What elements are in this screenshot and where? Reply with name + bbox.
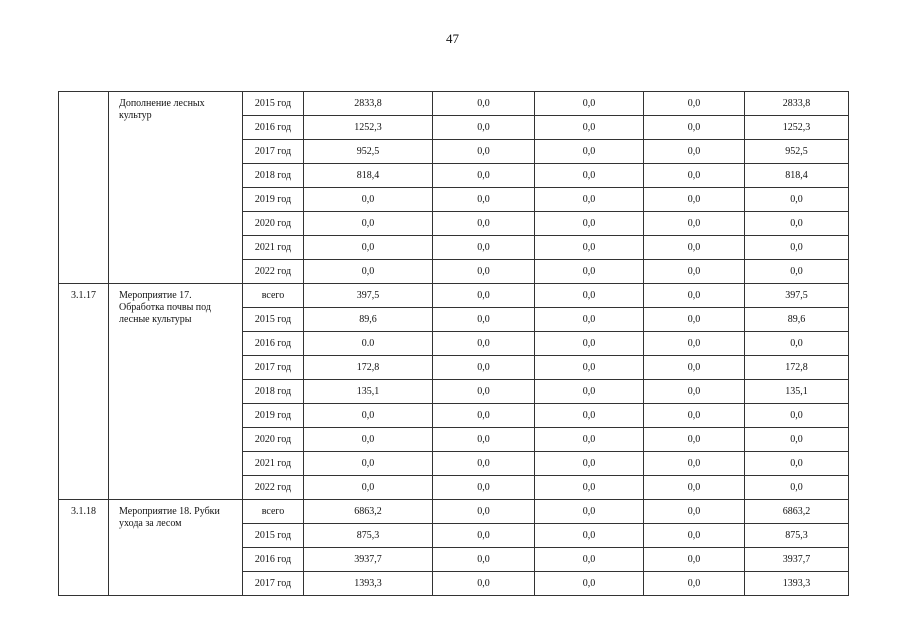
value-cell: 0,0: [644, 332, 745, 356]
value-cell: 0,0: [433, 260, 535, 284]
value-sum-cell: 397,5: [745, 284, 849, 308]
value-cell: 0,0: [535, 236, 644, 260]
period-cell: 2018 год: [243, 380, 304, 404]
value-cell: 0,0: [644, 452, 745, 476]
value-sum-cell: 1393,3: [745, 572, 849, 596]
value-cell: 0,0: [535, 140, 644, 164]
period-cell: 2019 год: [243, 404, 304, 428]
value-cell: 0,0: [644, 236, 745, 260]
value-cell: 0,0: [433, 212, 535, 236]
value-total-cell: 1252,3: [304, 116, 433, 140]
value-cell: 0,0: [644, 212, 745, 236]
value-cell: 0,0: [535, 284, 644, 308]
period-cell: всего: [243, 500, 304, 524]
value-cell: 0,0: [644, 356, 745, 380]
value-cell: 0,0: [433, 428, 535, 452]
value-cell: 0,0: [433, 188, 535, 212]
value-total-cell: 3937,7: [304, 548, 433, 572]
value-cell: 0,0: [535, 476, 644, 500]
value-cell: 0,0: [433, 572, 535, 596]
value-cell: 0,0: [433, 452, 535, 476]
section-code: [59, 92, 109, 284]
value-cell: 0,0: [644, 284, 745, 308]
value-cell: 0,0: [535, 428, 644, 452]
period-cell: 2015 год: [243, 524, 304, 548]
value-cell: 0,0: [644, 380, 745, 404]
value-cell: 0,0: [535, 212, 644, 236]
value-cell: 0,0: [535, 524, 644, 548]
value-cell: 0,0: [535, 92, 644, 116]
value-total-cell: 397,5: [304, 284, 433, 308]
value-cell: 0,0: [644, 572, 745, 596]
value-cell: 0,0: [433, 380, 535, 404]
value-sum-cell: 0,0: [745, 452, 849, 476]
value-sum-cell: 0,0: [745, 236, 849, 260]
value-cell: 0,0: [535, 500, 644, 524]
table-body: [59, 92, 849, 596]
value-total-cell: 0.0: [304, 332, 433, 356]
value-cell: 0,0: [535, 164, 644, 188]
value-cell: 0,0: [535, 332, 644, 356]
value-sum-cell: 172,8: [745, 356, 849, 380]
value-cell: 0,0: [433, 308, 535, 332]
value-total-cell: 135,1: [304, 380, 433, 404]
value-cell: 0,0: [644, 164, 745, 188]
value-cell: 0,0: [644, 116, 745, 140]
value-cell: 0,0: [535, 188, 644, 212]
value-sum-cell: 0,0: [745, 428, 849, 452]
value-sum-cell: 0,0: [745, 476, 849, 500]
period-cell: 2015 год: [243, 308, 304, 332]
period-cell: 2022 год: [243, 260, 304, 284]
value-sum-cell: 2833,8: [745, 92, 849, 116]
value-total-cell: 818,4: [304, 164, 433, 188]
value-total-cell: 0,0: [304, 428, 433, 452]
section-name: Дополнение лесных культур: [109, 92, 243, 284]
value-cell: 0,0: [644, 476, 745, 500]
period-cell: 2015 год: [243, 92, 304, 116]
value-total-cell: 0,0: [304, 452, 433, 476]
value-cell: 0,0: [433, 164, 535, 188]
value-total-cell: 2833,8: [304, 92, 433, 116]
value-cell: 0,0: [644, 548, 745, 572]
period-cell: 2016 год: [243, 332, 304, 356]
period-cell: 2016 год: [243, 548, 304, 572]
value-cell: 0,0: [644, 524, 745, 548]
table-row: [59, 284, 849, 308]
value-total-cell: 172,8: [304, 356, 433, 380]
value-cell: 0,0: [433, 92, 535, 116]
value-total-cell: 952,5: [304, 140, 433, 164]
value-sum-cell: 0,0: [745, 212, 849, 236]
value-cell: 0,0: [433, 236, 535, 260]
value-cell: 0,0: [535, 260, 644, 284]
period-cell: 2018 год: [243, 164, 304, 188]
value-cell: 0,0: [433, 548, 535, 572]
value-cell: 0,0: [433, 356, 535, 380]
value-cell: 0,0: [535, 404, 644, 428]
period-cell: всего: [243, 284, 304, 308]
period-cell: 2017 год: [243, 572, 304, 596]
value-cell: 0,0: [433, 284, 535, 308]
value-sum-cell: 818,4: [745, 164, 849, 188]
value-sum-cell: 6863,2: [745, 500, 849, 524]
value-sum-cell: 0,0: [745, 260, 849, 284]
value-cell: 0,0: [433, 332, 535, 356]
value-cell: 0,0: [644, 260, 745, 284]
value-total-cell: 875,3: [304, 524, 433, 548]
value-sum-cell: 89,6: [745, 308, 849, 332]
value-total-cell: 0,0: [304, 476, 433, 500]
value-cell: 0,0: [644, 140, 745, 164]
period-cell: 2022 год: [243, 476, 304, 500]
section-name: Мероприятие 17. Обработка почвы под лесные культуры: [109, 284, 243, 500]
section-code: 3.1.18: [59, 500, 109, 596]
value-cell: 0,0: [644, 188, 745, 212]
value-cell: 0,0: [535, 356, 644, 380]
section-code: 3.1.17: [59, 284, 109, 500]
value-cell: 0,0: [433, 524, 535, 548]
value-cell: 0,0: [433, 476, 535, 500]
value-cell: 0,0: [535, 452, 644, 476]
value-cell: 0,0: [433, 116, 535, 140]
period-cell: 2021 год: [243, 452, 304, 476]
page-number: 47: [446, 31, 459, 46]
period-cell: 2017 год: [243, 356, 304, 380]
period-cell: 2016 год: [243, 116, 304, 140]
value-sum-cell: 0,0: [745, 332, 849, 356]
value-cell: 0,0: [433, 140, 535, 164]
value-sum-cell: 952,5: [745, 140, 849, 164]
value-cell: 0,0: [433, 500, 535, 524]
period-cell: 2021 год: [243, 236, 304, 260]
value-total-cell: 0,0: [304, 260, 433, 284]
value-sum-cell: 3937,7: [745, 548, 849, 572]
value-cell: 0,0: [644, 500, 745, 524]
value-cell: 0,0: [644, 92, 745, 116]
table-row: [59, 92, 849, 116]
value-total-cell: 0,0: [304, 404, 433, 428]
value-cell: 0,0: [644, 428, 745, 452]
value-total-cell: 0,0: [304, 236, 433, 260]
value-sum-cell: 875,3: [745, 524, 849, 548]
period-cell: 2019 год: [243, 188, 304, 212]
table-row: [59, 500, 849, 524]
value-cell: 0,0: [535, 572, 644, 596]
value-total-cell: 89,6: [304, 308, 433, 332]
value-cell: 0,0: [535, 116, 644, 140]
value-cell: 0,0: [535, 380, 644, 404]
value-cell: 0,0: [535, 548, 644, 572]
budget-table: [58, 91, 849, 596]
period-cell: 2017 год: [243, 140, 304, 164]
value-cell: 0,0: [644, 308, 745, 332]
value-sum-cell: 0,0: [745, 188, 849, 212]
value-sum-cell: 135,1: [745, 380, 849, 404]
value-total-cell: 1393,3: [304, 572, 433, 596]
value-sum-cell: 1252,3: [745, 116, 849, 140]
value-total-cell: 0,0: [304, 188, 433, 212]
value-cell: 0,0: [644, 404, 745, 428]
value-total-cell: 6863,2: [304, 500, 433, 524]
value-sum-cell: 0,0: [745, 404, 849, 428]
value-cell: 0,0: [535, 308, 644, 332]
section-name: Мероприятие 18. Рубки ухода за лесом: [109, 500, 243, 596]
period-cell: 2020 год: [243, 212, 304, 236]
value-cell: 0,0: [433, 404, 535, 428]
value-total-cell: 0,0: [304, 212, 433, 236]
period-cell: 2020 год: [243, 428, 304, 452]
